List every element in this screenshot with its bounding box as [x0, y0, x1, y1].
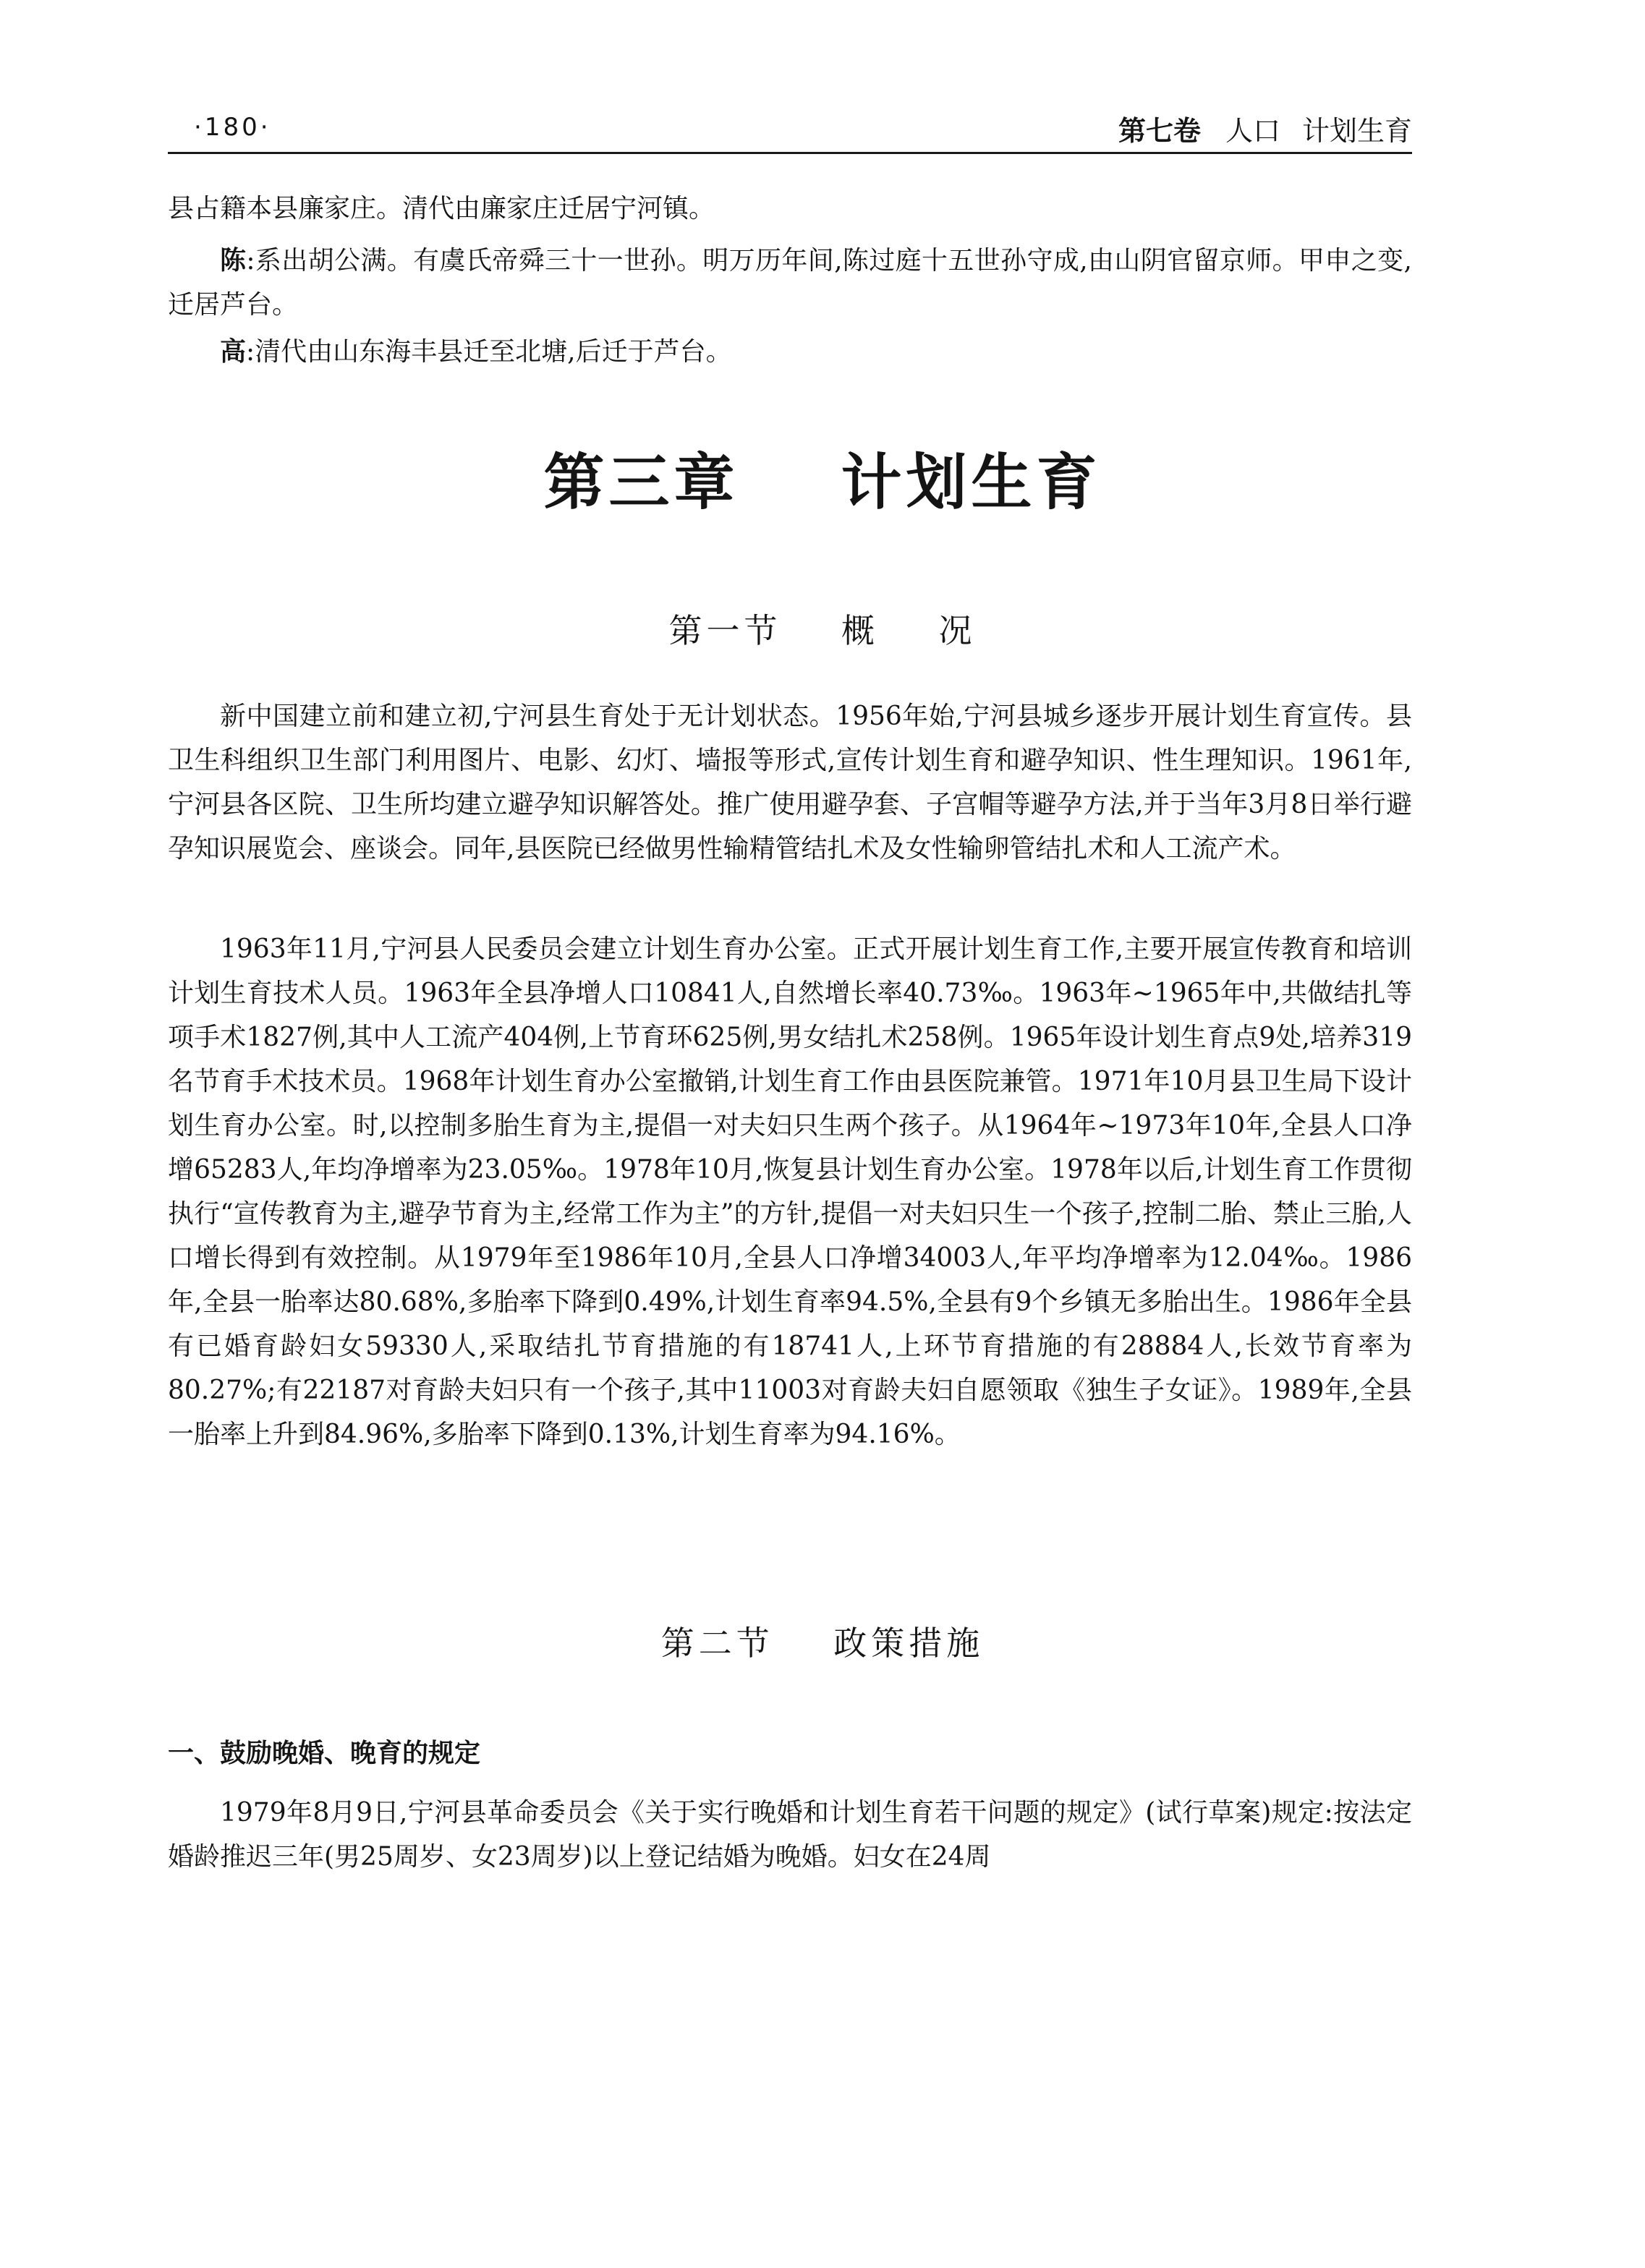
body-paragraph: 1963年11月,宁河县人民委员会建立计划生育办公室。正式开展计划生育工作,主要开展宣传教育和培训计划生育技术人员。1963年全县净增人口10841人,自然增长率40.73‰。1963年~1965年中,共做结扎等项手术1827例,其中人工流产404例,上节育环625例,男女结扎术258例。1965年设计划生育点9处,培养319名节育手术技术员。1968年计划生育办公室撤销,计划生育工作由县医院兼管。1971年10月县卫生局下设计划生育办公室。时,以控制多胎生育为主,提倡一对夫妇只生两个孩子。从1964年~1973年10年,全县人口净增65283人,年均净增率为23.05‰。1978年10月,恢复县计划生育办公室。1978年以后,计划生育工作贯彻执行“宣传教育为主,避孕节育为主,经常工作为主”的方针,提倡一对夫妇只生一个孩子,控制二胎、禁止三胎,人口增长得到有效控制。从1979年至1986年10月,全县人口净增34003人,年平均净增率为12.04‰。1986年,全县一胎率达80.68%,多胎率下降到0.49%,计划生育率94.5%,全县有9个乡镇无多胎出生。1986年全县有已婚育龄妇女59330人,采取结扎节育措施的有18741人,上环节育措施的有28884人,长效节育率为80.27%;有22187对育龄夫妇只有一个孩子,其中11003对育龄夫妇自愿领取《独生子女证》。1989年,全县一胎率上升到84.96%,多胎率下降到0.13%,计划生育率为94.16%。 — [168, 934, 1412, 1449]
chapter-title: 第三章 计划生育 — [543, 447, 1102, 518]
surname-label: 高 — [220, 337, 247, 367]
topic-label: 人口 — [1225, 115, 1280, 147]
body-paragraph: 新中国建立前和建立初,宁河县生育处于无计划状态。1956年始,宁河县城乡逐步开展计划生育宣传。县卫生科组织卫生部门利用图片、电影、幻灯、墙报等形式,宣传计划生育和避孕知识、性生理知识。1961年,宁河县各区院、卫生所均建立避孕知识解答处。推广使用避孕套、子宫帽等避孕方法,并于当年3月8日举行避孕知识展览会、座谈会。同年,县医院已经做男性输精管结扎术及女性输卵管结扎术和人工流产术。 — [168, 702, 1412, 864]
section-title-overview: 第一节 概 况 — [668, 611, 977, 650]
section-title-policy: 第二节 政策措施 — [660, 1624, 985, 1663]
surname-text: :系出胡公满。有虞氏帝舜三十一世孙。明万历年间,陈过庭十五世孙守成,由山阴官留京师。甲申之变,迁居芦台。 — [168, 246, 1412, 320]
subtopic-label: 计划生育 — [1301, 115, 1412, 147]
surname-text: :清代由山东海丰县迁至北塘,后迁于芦台。 — [246, 337, 732, 367]
volume-label: 第七卷 — [1118, 115, 1201, 147]
paragraph-text: 县占籍本县廉家庄。清代由廉家庄迁居宁河镇。 — [168, 194, 715, 223]
page-number: ·180· — [194, 113, 271, 142]
surname-entry-gao — [168, 330, 1412, 374]
body-paragraph: 1979年8月9日,宁河县革命委员会《关于实行晚婚和计划生育若干问题的规定》(试行草案)规定:按法定婚龄推迟三年(男25周岁、女23周岁)以上登记结婚为晚婚。妇女在24周 — [168, 1798, 1412, 1872]
surname-label: 陈 — [220, 246, 247, 276]
intro-paragraph — [168, 187, 1412, 231]
header-rule — [168, 152, 1412, 154]
running-head — [1118, 108, 1412, 148]
surname-entry-chen — [168, 239, 1412, 327]
page-header — [168, 107, 1412, 158]
subheading: 一、鼓励晚婚、晚育的规定 — [168, 1739, 481, 1768]
